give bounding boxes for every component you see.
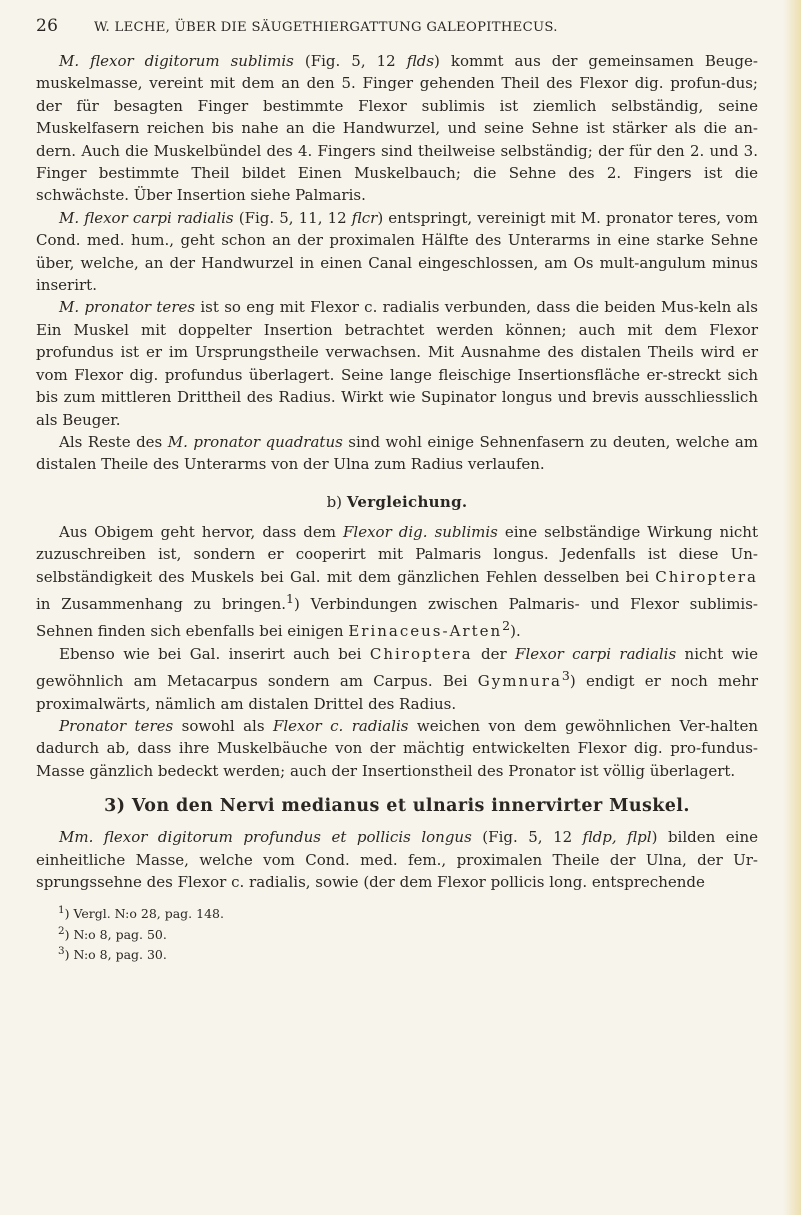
- footnote-ref: 2: [502, 618, 511, 634]
- section-heading-3: 3) Von den Nervi medianus et ulnaris innervirter Muskel.: [104, 796, 690, 817]
- page-number: 26: [36, 16, 59, 36]
- paragraph-flexor-profundus: Mm. flexor digitorum profundus et pollicis longus (Fig. 5, 12 fldp, flpl) bilden eine einheitliche Masse, welche vom Cond. med. fem., proximalen Theile der Ulna, der Ur-sprungssehne des Flexor c. radialis, sowie (der dem Flexor pollicis long. entsprechende: [36, 828, 759, 891]
- paragraph-comparison-1: Aus Obigem geht hervor, dass dem Flexor dig. sublimis eine selbständige Wirkung nicht zuzuschreiben ist, sondern er cooperirt mit Palmaris longus. Jedenfalls ist diese Un-selbständigkeit des Muskels bei Gal. mit dem gänzlichen Fehlen desselben bei Chiroptera in Zusammenhang zu bringen.$^1$) Verbindungen zwischen Palmaris- und Flexor sublimis-Sehnen finden sich ebenfalls bei einigen Erinaceus-Arten$^2$).: [36, 522, 758, 641]
- term: M. pronator quadratus: [167, 432, 343, 451]
- term: Flexor dig. sublimis: [343, 522, 498, 541]
- footnotes: [36, 902, 758, 962]
- page-edge-shading: [783, 0, 801, 1215]
- footnote: $^1$) Vergl. N:o 28, pag. 148.: [58, 904, 224, 922]
- running-header: [36, 16, 758, 36]
- term: Flexor c. radialis: [272, 716, 409, 735]
- term: Flexor carpi radialis: [515, 644, 677, 663]
- term: Mm. flexor digitorum profundus et pollicis longus: [59, 828, 472, 847]
- footnote-ref: 3: [561, 668, 570, 684]
- page: [36, 16, 758, 963]
- term: Pronator teres: [59, 716, 174, 735]
- term: M. pronator teres: [59, 298, 196, 317]
- paragraph-flexor-sublimis: M. flexor digitorum sublimis (Fig. 5, 12 flds) kommt aus der gemeinsamen Beuge-muskelmasse, vereint mit dem an den 5. Finger gehenden Theil des Flexor dig. profun-dus; der für besagten Finger bestimmte Flexor sublimis ist ziemlich selbständig, seine Muskelfasern reichen bis nahe an die Handwurzel, und seine Sehne ist stärker als die an-dern. Auch die Muskelbündel des 4. Fingers sind theilweise selbständig; der für den 2. und 3. Finger bestimmte Theil bildet Einen Muskelbauch; die Sehne des 2. Fingers ist die schwächste. Über Insertion siehe Palmaris.: [36, 52, 758, 205]
- paragraph-pronator-teres: M. pronator teres ist so eng mit Flexor c. radialis verbunden, dass die beiden Mus-keln als Ein Muskel mit doppelter Insertion betrachtet werden können; auch mit dem Flexor profundus ist er im Ursprungstheile verwachsen. Mit Ausnahme des distalen Theils wird er vom Flexor dig. profundus überlagert. Seine lange fleischige Insertionsfläche er-streckt sich bis zum mittleren Drittheil des Radius. Wirkt wie Supinator longus und brevis ausschliesslich als Beuger.: [36, 298, 758, 429]
- paragraph-comparison-2: Ebenso wie bei Gal. inserirt auch bei Chiroptera der Flexor carpi radialis nicht wie gewöhnlich am Metacarpus sondern am Carpus. Bei Gymnura$^3$) endigt er noch mehr proximalwärts, nämlich am distalen Drittel des Radius.: [36, 644, 758, 713]
- paragraph-pronator-quadratus: Als Reste des M. pronator quadratus sind wohl einige Sehnenfasern zu deuten, welche am distalen Theile des Unterarms von der Ulna zum Radius verlaufen.: [36, 432, 758, 474]
- footnote: $^3$) N:o 8, pag. 30.: [58, 944, 167, 962]
- footnote-ref: 1: [286, 590, 294, 606]
- section-heading-b: b) Vergleichung.: [326, 492, 468, 511]
- term: M. flexor digitorum sublimis: [59, 52, 294, 70]
- term: M. flexor carpi radialis: [59, 208, 234, 227]
- paragraph-comparison-3: Pronator teres sowohl als Flexor c. radialis weichen von dem gewöhnlichen Ver-halten dadurch ab, dass ihre Muskelbäuche von der mächtig entwickelten Flexor dig. pro-fundus-Masse gänzlich bedeckt werden; auch der Insertionstheil des Pronator ist völlig überlagert.: [36, 716, 758, 780]
- paragraph-flexor-carpi-radialis: M. flexor carpi radialis (Fig. 5, 11, 12 flcr) entspringt, vereinigt mit M. pronator teres, vom Cond. med. hum., geht schon an der proximalen Hälfte des Unterarms in eine starke Sehne über, welche, an der Handwurzel in einen Canal eingeschlossen, am Os mult-angulum minus inserirt.: [36, 208, 758, 295]
- footnote: $^2$) N:o 8, pag. 50.: [58, 924, 167, 942]
- running-title: W. LECHE, ÜBER DIE SÄUGETHIERGATTUNG GALEOPITHECUS.: [94, 20, 558, 35]
